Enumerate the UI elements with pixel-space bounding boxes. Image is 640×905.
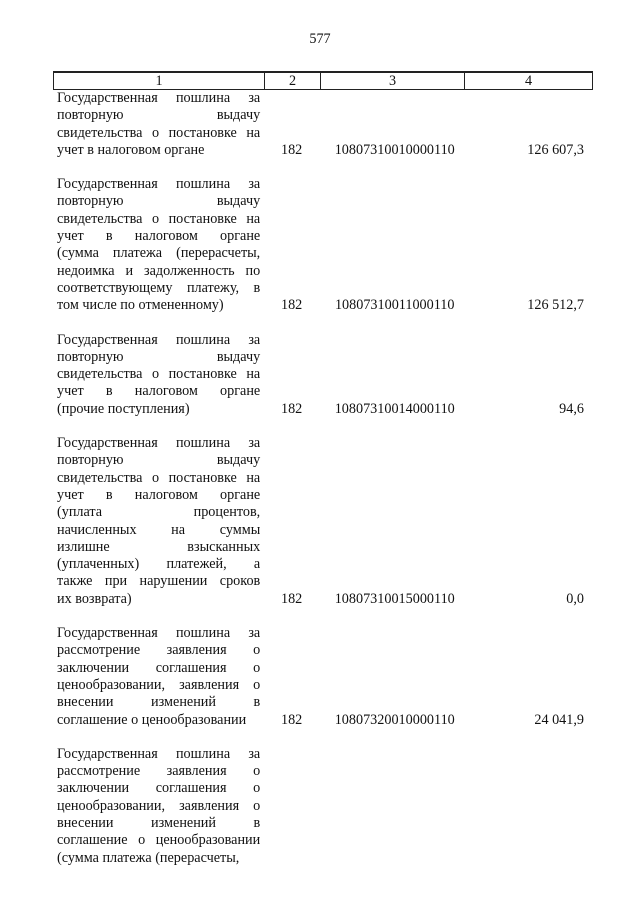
admin-code: 182 xyxy=(280,400,303,417)
table-row xyxy=(53,332,593,418)
revenue-name-line: (уплата процентов, xyxy=(57,504,261,521)
admin-code: 182 xyxy=(280,711,303,728)
revenue-name-line: повторную выдачу xyxy=(57,348,261,365)
page-number: 577 xyxy=(309,31,331,47)
revenue-name-line: (уплаченных) платежей, а xyxy=(57,556,261,573)
table-row xyxy=(53,435,593,608)
revenue-name-line: Государственная пошлина за xyxy=(57,90,261,106)
revenue-name-line: Государственная пошлина за xyxy=(57,176,261,193)
amount: 94,6 xyxy=(559,400,584,417)
table-body xyxy=(53,90,593,867)
revenue-name-line: (сумма платежа (перерасчеты, xyxy=(57,849,240,866)
revenue-name-line: (сумма платежа (перерасчеты, xyxy=(57,245,261,262)
budget-classification-code: 10807310015000110 xyxy=(334,590,455,607)
revenue-name-line: свидетельства о постановке на xyxy=(57,366,261,383)
table-row xyxy=(53,176,593,314)
revenue-name-line: внесении изменений в xyxy=(57,694,261,711)
revenue-name-line: учет в налоговом органе xyxy=(57,486,261,503)
revenue-name-line: учет в налоговом органе xyxy=(57,141,205,158)
amount: 126 607,3 xyxy=(527,141,584,158)
revenue-name-line: свидетельства о постановке на xyxy=(57,210,261,227)
header-col-2: 2 xyxy=(265,73,321,89)
budget-classification-code: 10807310010000110 xyxy=(334,141,455,158)
revenue-name-line: соответствующему платежу, в xyxy=(57,279,261,296)
revenue-name-line: начисленных на суммы xyxy=(57,521,261,538)
revenue-name-line: повторную выдачу xyxy=(57,107,261,124)
revenue-name-line: свидетельства о постановке на xyxy=(57,469,261,486)
revenue-name-line: ценообразовании, заявления о xyxy=(57,797,261,814)
revenue-name xyxy=(53,746,260,867)
revenue-name-line: учет в налоговом органе xyxy=(57,383,261,400)
revenue-name-line: Государственная пошлина за xyxy=(57,435,261,452)
revenue-name-line: заключении соглашения о xyxy=(57,780,261,797)
revenue-name-line: рассмотрение заявления о xyxy=(57,642,261,659)
revenue-name-line: повторную выдачу xyxy=(57,452,261,469)
header-col-3: 3 xyxy=(321,73,465,89)
revenue-name-line: учет в налоговом органе xyxy=(57,228,261,245)
budget-classification-code: 10807320010000110 xyxy=(334,711,455,728)
budget-classification-code: 10807310014000110 xyxy=(334,400,455,417)
amount: 126 512,7 xyxy=(527,297,584,314)
revenue-name-line: заключении соглашения о xyxy=(57,659,261,676)
revenue-name xyxy=(53,625,260,729)
revenue-name-line: свидетельства о постановке на xyxy=(57,124,261,141)
revenue-name-line: ценообразовании, заявления о xyxy=(57,676,261,693)
revenue-name-line: соглашение о ценообразовании xyxy=(57,832,261,849)
revenue-name xyxy=(53,435,260,608)
revenue-name-line: излишне взысканных xyxy=(57,538,261,555)
revenue-name xyxy=(53,90,260,159)
admin-code: 182 xyxy=(280,590,303,607)
table-header xyxy=(53,71,593,90)
revenue-name-line: соглашение о ценообразовании xyxy=(57,711,247,728)
admin-code: 182 xyxy=(280,297,303,314)
revenue-name-line: повторную выдачу xyxy=(57,193,261,210)
revenue-name-line: рассмотрение заявления о xyxy=(57,763,261,780)
revenue-name-line: внесении изменений в xyxy=(57,814,261,831)
revenue-name-line: также при нарушении сроков xyxy=(57,573,261,590)
table-row xyxy=(53,746,593,867)
revenue-name-line: том числе по отмененному) xyxy=(57,297,224,314)
admin-code: 182 xyxy=(280,141,303,158)
table-row xyxy=(53,625,593,729)
budget-classification-code: 10807310011000110 xyxy=(334,297,455,314)
revenue-name-line: Государственная пошлина за xyxy=(57,625,261,642)
revenue-name xyxy=(53,332,260,418)
revenue-name-line: Государственная пошлина за xyxy=(57,331,261,348)
amount: 0,0 xyxy=(566,590,584,607)
revenue-name-line: Государственная пошлина за xyxy=(57,745,261,762)
revenue-name xyxy=(53,176,260,314)
header-col-4: 4 xyxy=(524,73,533,89)
amount: 24 041,9 xyxy=(534,711,584,728)
revenue-name-line: их возврата) xyxy=(57,590,132,607)
revenue-name-line: (прочие поступления) xyxy=(57,400,190,417)
table-row xyxy=(53,90,593,159)
revenue-name-line: недоимка и задолженность по xyxy=(57,262,261,279)
header-col-1: 1 xyxy=(54,73,265,89)
